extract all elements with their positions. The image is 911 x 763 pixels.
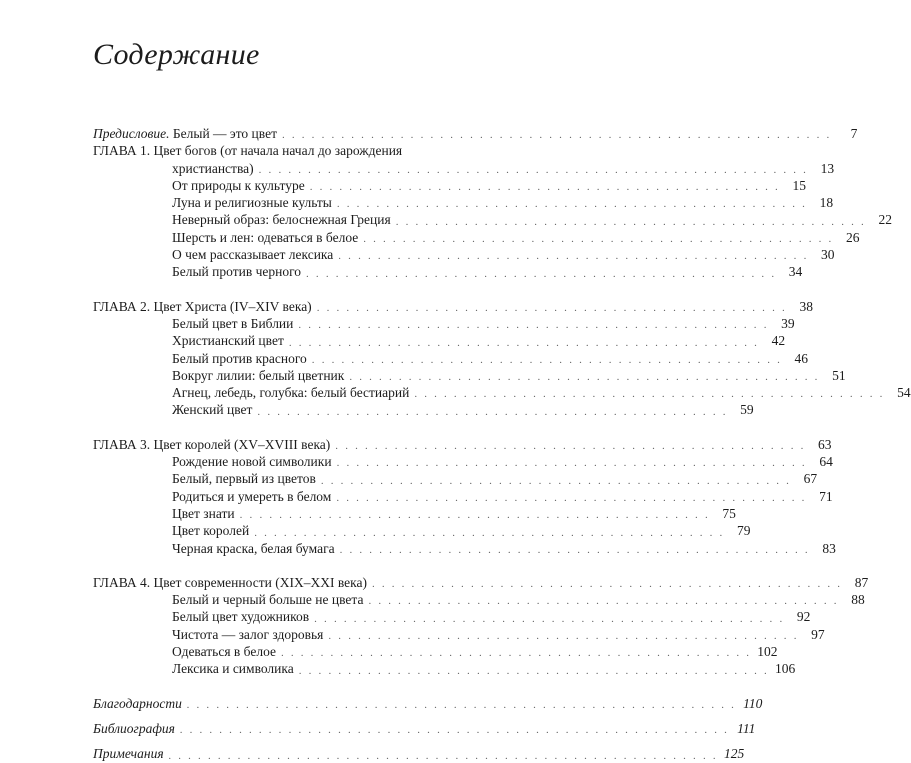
page-number: 63 — [818, 436, 832, 452]
section-title: О чем рассказывает лексика — [172, 247, 334, 263]
toc-section[interactable] — [93, 488, 833, 505]
section-title: Женский цвет — [172, 402, 253, 418]
leader-dots: . . . . . . . . . . . . . . . . . . . . . . . . . . . . . . . . . . . . . . . . . . . . . . . . — [314, 612, 785, 625]
toc-section[interactable] — [93, 177, 806, 194]
toc-section[interactable] — [93, 194, 834, 211]
page-number: 39 — [781, 315, 795, 331]
page-number: 106 — [775, 661, 796, 677]
preface-label-italic: Предисловие. — [93, 126, 170, 141]
section-title: Цвет знати — [172, 505, 235, 521]
toc-section[interactable] — [93, 470, 818, 487]
toc-section[interactable] — [93, 591, 865, 608]
leader-dots: . . . . . . . . . . . . . . . . . . . . . . . . . . . . . . . . . . . . . . . . . . . . . . . . — [414, 388, 885, 401]
leader-dots: . . . . . . . . . . . . . . . . . . . . . . . . . . . . . . . . . . . . . . . . . . . . . . . . — [338, 250, 809, 263]
leader-dots: . . . . . . . . . . . . . . . . . . . . . . . . . . . . . . . . . . . . . . . . . . . . . . . . — [298, 319, 769, 332]
leader-dots: . . . . . . . . . . . . . . . . . . . . . . . . . . . . . . . . . . . . . . . . . . . . . . . . — [336, 491, 807, 504]
section-title: Белый против красного — [172, 350, 307, 366]
chapter-title: ГЛАВА 4. Цвет современности (XIX–XXI века) — [93, 574, 367, 590]
leader-dots: . . . . . . . . . . . . . . . . . . . . . . . . . . . . . . . . . . . . . . . . . . . . . . . . — [254, 526, 725, 539]
preface-label: Белый — это цвет — [169, 126, 277, 141]
leader-dots: . . . . . . . . . . . . . . . . . . . . . . . . . . . . . . . . . . . . . . . . . . . . . . . . . . . . . . . . — [186, 698, 737, 711]
chapter-title-cont: христианства) — [172, 160, 254, 176]
leader-dots: . . . . . . . . . . . . . . . . . . . . . . . . . . . . . . . . . . . . . . . . . . . . . . . . — [309, 181, 780, 194]
back-matter-title: Благодарности — [93, 695, 182, 711]
leader-dots: . . . . . . . . . . . . . . . . . . . . . . . . . . . . . . . . . . . . . . . . . . . . . . . . — [371, 578, 843, 591]
page-number: 64 — [819, 454, 833, 470]
toc-section[interactable] — [93, 453, 833, 470]
toc-chapter-1-heading-cont[interactable] — [93, 160, 835, 177]
toc-section[interactable] — [93, 643, 778, 660]
section-title: От природы к культуре — [172, 177, 305, 193]
leader-dots: . . . . . . . . . . . . . . . . . . . . . . . . . . . . . . . . . . . . . . . . . . . . . . . . — [363, 233, 834, 246]
page-number: 26 — [845, 229, 860, 245]
leader-dots: . . . . . . . . . . . . . . . . . . . . . . . . . . . . . . . . . . . . . . . . . . . . . . . . — [298, 664, 769, 677]
chapter-title: ГЛАВА 3. Цвет королей (XV–XVIII века) — [93, 436, 331, 452]
section-title: Белый, первый из цветов — [172, 471, 316, 487]
page-number: 38 — [799, 298, 813, 314]
toc-section[interactable] — [93, 263, 803, 280]
toc-chapter-1-heading[interactable] — [93, 142, 530, 159]
leader-dots: . . . . . . . . . . . . . . . . . . . . . . . . . . . . . . . . . . . . . . . . . . . . . . . . — [395, 215, 866, 228]
page-number: 79 — [736, 523, 751, 539]
section-title: Белый против черного — [172, 264, 302, 280]
page-number: 15 — [792, 177, 806, 193]
toc-section[interactable] — [93, 522, 751, 539]
leader-dots: . . . . . . . . . . . . . . . . . . . . . . . . . . . . . . . . . . . . . . . . . . . . . . . . . . . . . . . . — [168, 749, 719, 762]
toc-chapter-4[interactable] — [93, 574, 869, 591]
toc-chapter-3[interactable] — [93, 436, 832, 453]
section-title: Белый и черный больше не цвета — [172, 592, 364, 608]
page-number: 34 — [788, 264, 803, 280]
toc-section[interactable] — [93, 350, 809, 367]
leader-dots: . . . . . . . . . . . . . . . . . . . . . . . . . . . . . . . . . . . . . . . . . . . . . . . . — [239, 509, 710, 522]
page-number: 83 — [822, 540, 836, 556]
toc-entry-preface[interactable] — [93, 125, 858, 142]
leader-dots: . . . . . . . . . . . . . . . . . . . . . . . . . . . . . . . . . . . . . . . . . . . . . . . . . . . . . . . . — [258, 163, 809, 176]
page-number: 67 — [803, 471, 818, 487]
leader-dots: . . . . . . . . . . . . . . . . . . . . . . . . . . . . . . . . . . . . . . . . . . . . . . . . — [320, 474, 792, 487]
page-number: 54 — [897, 385, 911, 401]
leader-dots: . . . . . . . . . . . . . . . . . . . . . . . . . . . . . . . . . . . . . . . . . . . . . . . . — [316, 301, 787, 314]
toc-entry-notes[interactable] — [93, 745, 745, 762]
section-title: Лексика и символика — [172, 661, 294, 677]
section-title: Рождение новой символики — [172, 454, 332, 470]
section-title: Цвет королей — [172, 523, 250, 539]
leader-dots: . . . . . . . . . . . . . . . . . . . . . . . . . . . . . . . . . . . . . . . . . . . . . . . . — [280, 647, 752, 660]
toc-section[interactable] — [93, 332, 786, 349]
page-number: 102 — [757, 644, 778, 660]
page-number: 7 — [850, 126, 858, 141]
toc-section[interactable] — [93, 608, 811, 625]
toc-section[interactable] — [93, 401, 754, 418]
toc-section[interactable] — [93, 505, 736, 522]
page-number: 71 — [819, 488, 833, 504]
page-number: 111 — [737, 720, 756, 736]
back-matter-title: Библиография — [93, 720, 175, 736]
section-title: Одеваться в белое — [172, 644, 276, 660]
leader-dots: . . . . . . . . . . . . . . . . . . . . . . . . . . . . . . . . . . . . . . . . . . . . . . . . — [336, 198, 808, 211]
toc-section[interactable] — [93, 229, 860, 246]
section-title: Шерсть и лен: одеваться в белое — [172, 229, 359, 245]
toc-section[interactable] — [93, 246, 835, 263]
leader-dots: . . . . . . . . . . . . . . . . . . . . . . . . . . . . . . . . . . . . . . . . . . . . . . . . — [306, 267, 777, 280]
section-title: Черная краска, белая бумага — [172, 540, 335, 556]
section-title: Луна и религиозные культы — [172, 195, 332, 211]
toc-section[interactable] — [93, 660, 796, 677]
page-number: 18 — [819, 195, 834, 211]
toc-section[interactable] — [93, 367, 846, 384]
section-title: Родиться и умереть в белом — [172, 488, 332, 504]
page-number: 42 — [771, 333, 786, 349]
section-title: Белый цвет художников — [172, 609, 310, 625]
table-of-contents — [93, 125, 911, 763]
toc-chapter-2[interactable] — [93, 298, 813, 315]
page-number: 59 — [740, 402, 754, 418]
leader-dots: . . . . . . . . . . . . . . . . . . . . . . . . . . . . . . . . . . . . . . . . . . . . . . . . — [368, 595, 839, 608]
toc-section[interactable] — [93, 540, 836, 557]
section-title: Чистота — залог здоровья — [172, 626, 324, 642]
leader-dots: . . . . . . . . . . . . . . . . . . . . . . . . . . . . . . . . . . . . . . . . . . . . . . . . — [288, 336, 760, 349]
page-number: 88 — [851, 592, 865, 608]
page-number: 97 — [811, 626, 825, 642]
leader-dots: . . . . . . . . . . . . . . . . . . . . . . . . . . . . . . . . . . . . . . . . . . . . . . . . — [257, 405, 728, 418]
page-number: 125 — [724, 746, 745, 762]
section-title: Христианский цвет — [172, 333, 284, 349]
section-title: Агнец, лебедь, голубка: белый бестиарий — [172, 385, 410, 401]
leader-dots: . . . . . . . . . . . . . . . . . . . . . . . . . . . . . . . . . . . . . . . . . . . . . . . . — [336, 457, 807, 470]
page-number: 13 — [820, 160, 835, 176]
leader-dots: . . . . . . . . . . . . . . . . . . . . . . . . . . . . . . . . . . . . . . . . . . . . . . . . — [311, 353, 783, 366]
leader-dots: . . . . . . . . . . . . . . . . . . . . . . . . . . . . . . . . . . . . . . . . . . . . . . . . — [328, 630, 799, 643]
page-number: 92 — [796, 609, 811, 625]
page-number: 46 — [794, 350, 809, 366]
section-title: Вокруг лилии: белый цветник — [172, 367, 345, 383]
page-number: 30 — [821, 247, 835, 263]
section-title: Белый цвет в Библии — [172, 315, 294, 331]
page-number: 22 — [878, 212, 892, 228]
page-number: 87 — [854, 574, 869, 590]
toc-entry-acknowledgements[interactable] — [93, 695, 763, 712]
page-number: 75 — [722, 505, 736, 521]
leader-dots: . . . . . . . . . . . . . . . . . . . . . . . . . . . . . . . . . . . . . . . . . . . . . . . . — [339, 543, 810, 556]
toc-section[interactable] — [93, 211, 892, 228]
leader-dots: . . . . . . . . . . . . . . . . . . . . . . . . . . . . . . . . . . . . . . . . . . . . . . . . — [349, 371, 820, 384]
chapter-title: ГЛАВА 1. Цвет богов (от начала начал до зарождения — [93, 143, 403, 159]
page-title: Содержание — [93, 38, 260, 71]
toc-section[interactable] — [93, 384, 911, 401]
toc-section[interactable] — [93, 315, 795, 332]
leader-dots: . . . . . . . . . . . . . . . . . . . . . . . . . . . . . . . . . . . . . . . . . . . . . . . . . . . . . . . . — [179, 724, 730, 737]
toc-section[interactable] — [93, 626, 825, 643]
page-number: 110 — [743, 695, 763, 711]
leader-dots: . . . . . . . . . . . . . . . . . . . . . . . . . . . . . . . . . . . . . . . . . . . . . . . . — [335, 440, 806, 453]
back-matter-title: Примечания — [93, 746, 164, 762]
section-title: Неверный образ: белоснежная Греция — [172, 212, 391, 228]
chapter-title: ГЛАВА 2. Цвет Христа (IV–XIV века) — [93, 298, 312, 314]
leader-dots: . . . . . . . . . . . . . . . . . . . . . . . . . . . . . . . . . . . . . . . . . . . . . . . . . . . . . . . . — [281, 129, 832, 142]
page-number: 51 — [832, 367, 846, 383]
toc-entry-bibliography[interactable] — [93, 720, 756, 737]
